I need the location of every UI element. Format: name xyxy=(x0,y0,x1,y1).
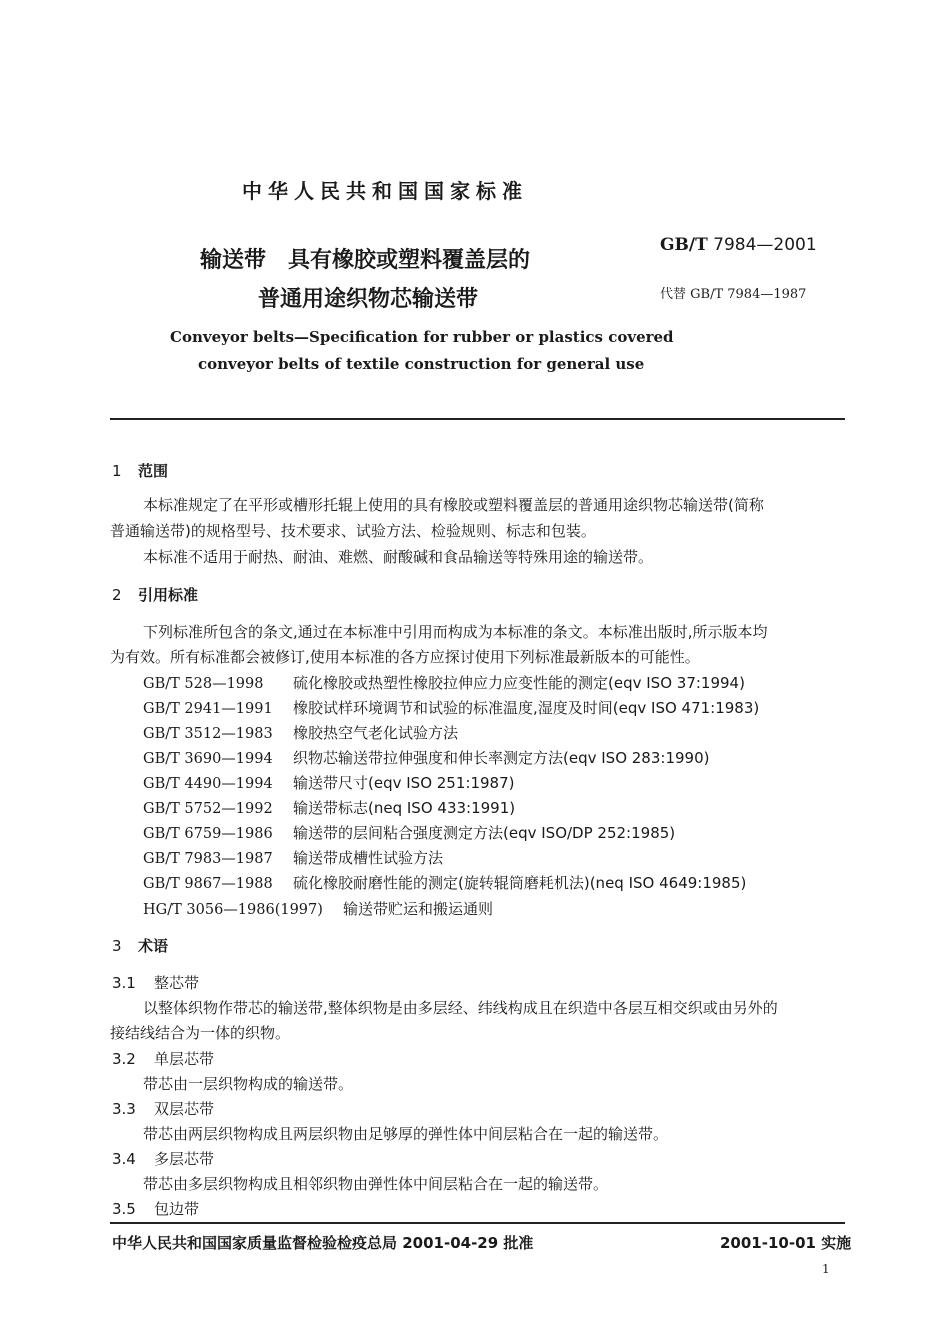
reference-title: 输送带成槽性试验方法 xyxy=(293,849,444,867)
reference-title: 输送带贮运和搬运通则 xyxy=(343,900,494,918)
paragraph-line: 普通输送带)的规格型号、技术要求、试验方法、检验规则、标志和包装。 xyxy=(110,522,596,540)
term-heading xyxy=(112,1198,199,1219)
section-3-heading xyxy=(112,935,168,956)
footer-divider xyxy=(110,1222,845,1224)
approval-statement: 中华人民共和国国家质量监督检验检疫总局 2001-04-29 批准 xyxy=(112,1234,534,1252)
reference-row xyxy=(143,872,746,893)
reference-row xyxy=(143,672,745,693)
section-title: 术语 xyxy=(138,937,169,955)
term-number: 3.2 xyxy=(112,1050,136,1068)
chinese-title-line-2: 普通用途织物芯输送带 xyxy=(258,287,479,312)
reference-title: 输送带的层间粘合强度测定方法(eqv ISO/DP 252:1985) xyxy=(293,824,676,842)
reference-code: GB/T 9867—1988 xyxy=(143,876,273,892)
term-definition-line: 接结线结合为一体的织物。 xyxy=(110,1024,291,1042)
term-heading xyxy=(112,972,199,993)
term-definition-line: 带芯由多层织物构成且相邻织物由弹性体中间层粘合在一起的输送带。 xyxy=(143,1175,609,1193)
section-number: 1 xyxy=(112,462,122,480)
section-2-heading xyxy=(112,584,198,605)
reference-code: GB/T 3512—1983 xyxy=(143,726,273,742)
term-heading xyxy=(112,1148,214,1169)
reference-row xyxy=(143,772,514,793)
replaces-standard: 代替 GB/T 7984—1987 xyxy=(660,287,807,302)
reference-row xyxy=(143,747,709,768)
reference-row xyxy=(143,797,515,818)
paragraph-line: 下列标准所包含的条文,通过在本标准中引用而构成为本标准的条文。本标准出版时,所示版本均 xyxy=(143,623,768,641)
term-name: 多层芯带 xyxy=(154,1150,215,1168)
english-title-line-2: conveyor belts of textile construction for general use xyxy=(198,355,645,373)
reference-code: GB/T 7983—1987 xyxy=(143,851,273,867)
term-heading xyxy=(112,1098,214,1119)
chinese-title-line-1: 输送带 具有橡胶或塑料覆盖层的 xyxy=(200,248,531,273)
term-definition-line: 带芯由一层织物构成的输送带。 xyxy=(143,1075,354,1093)
reference-code: GB/T 3690—1994 xyxy=(143,751,273,767)
page-number: 1 xyxy=(822,1262,830,1276)
header-divider xyxy=(110,418,845,420)
reference-title: 硫化橡胶或热塑性橡胶拉伸应力应变性能的测定(eqv ISO 37:1994) xyxy=(293,674,745,692)
section-number: 3 xyxy=(112,937,122,955)
reference-code: GB/T 2941—1991 xyxy=(143,701,273,717)
reference-row xyxy=(143,822,675,843)
term-name: 单层芯带 xyxy=(154,1050,215,1068)
section-number: 2 xyxy=(112,586,122,604)
section-title: 引用标准 xyxy=(138,586,199,604)
reference-row xyxy=(143,847,443,868)
term-definition-line: 以整体织物作带芯的输送带,整体织物是由多层经、纬线构成且在织造中各层互相交织或由另外的 xyxy=(143,999,778,1017)
term-name: 包边带 xyxy=(154,1200,200,1218)
paragraph-line: 为有效。所有标准都会被修订,使用本标准的各方应探讨使用下列标准最新版本的可能性。 xyxy=(110,648,700,666)
reference-code: GB/T 6759—1986 xyxy=(143,826,273,842)
paragraph-line: 本标准规定了在平形或槽形托辊上使用的具有橡胶或塑料覆盖层的普通用途织物芯输送带(简称 xyxy=(143,496,764,514)
reference-title: 输送带尺寸(eqv ISO 251:1987) xyxy=(293,774,515,792)
section-1-heading xyxy=(112,460,168,481)
term-definition-line: 带芯由两层织物构成且两层织物由足够厚的弹性体中间层粘合在一起的输送带。 xyxy=(143,1125,669,1143)
issuing-body-title: 中华人民共和国国家标准 xyxy=(242,179,528,203)
reference-code: GB/T 5752—1992 xyxy=(143,801,273,817)
term-name: 整芯带 xyxy=(154,974,200,992)
reference-row xyxy=(143,722,458,743)
reference-title: 输送带标志(neq ISO 433:1991) xyxy=(293,799,516,817)
term-number: 3.1 xyxy=(112,974,136,992)
reference-row xyxy=(143,898,493,919)
term-number: 3.3 xyxy=(112,1100,136,1118)
reference-title: 橡胶试样环境调节和试验的标准温度,湿度及时间(eqv ISO 471:1983) xyxy=(293,699,760,717)
section-title: 范围 xyxy=(138,462,169,480)
standard-number-value: 7984—2001 xyxy=(713,235,817,255)
term-heading xyxy=(112,1048,214,1069)
reference-title: 橡胶热空气老化试验方法 xyxy=(293,724,459,742)
standard-number xyxy=(660,235,817,255)
reference-code: GB/T 4490—1994 xyxy=(143,776,273,792)
reference-row xyxy=(143,697,759,718)
implementation-date: 2001-10-01 实施 xyxy=(720,1234,852,1252)
reference-code: HG/T 3056—1986(1997) xyxy=(143,902,323,918)
paragraph-line: 本标准不适用于耐热、耐油、难燃、耐酸碱和食品输送等特殊用途的输送带。 xyxy=(143,548,654,566)
english-title-line-1: Conveyor belts—Specification for rubber or plastics covered xyxy=(170,328,674,346)
reference-title: 织物芯输送带拉伸强度和伸长率测定方法(eqv ISO 283:1990) xyxy=(293,749,710,767)
standard-code: GB/T xyxy=(660,235,708,255)
term-number: 3.4 xyxy=(112,1150,136,1168)
term-name: 双层芯带 xyxy=(154,1100,215,1118)
term-number: 3.5 xyxy=(112,1200,136,1218)
reference-code: GB/T 528—1998 xyxy=(143,676,264,692)
reference-title: 硫化橡胶耐磨性能的测定(旋转辊筒磨耗机法)(neq ISO 4649:1985) xyxy=(293,874,747,892)
